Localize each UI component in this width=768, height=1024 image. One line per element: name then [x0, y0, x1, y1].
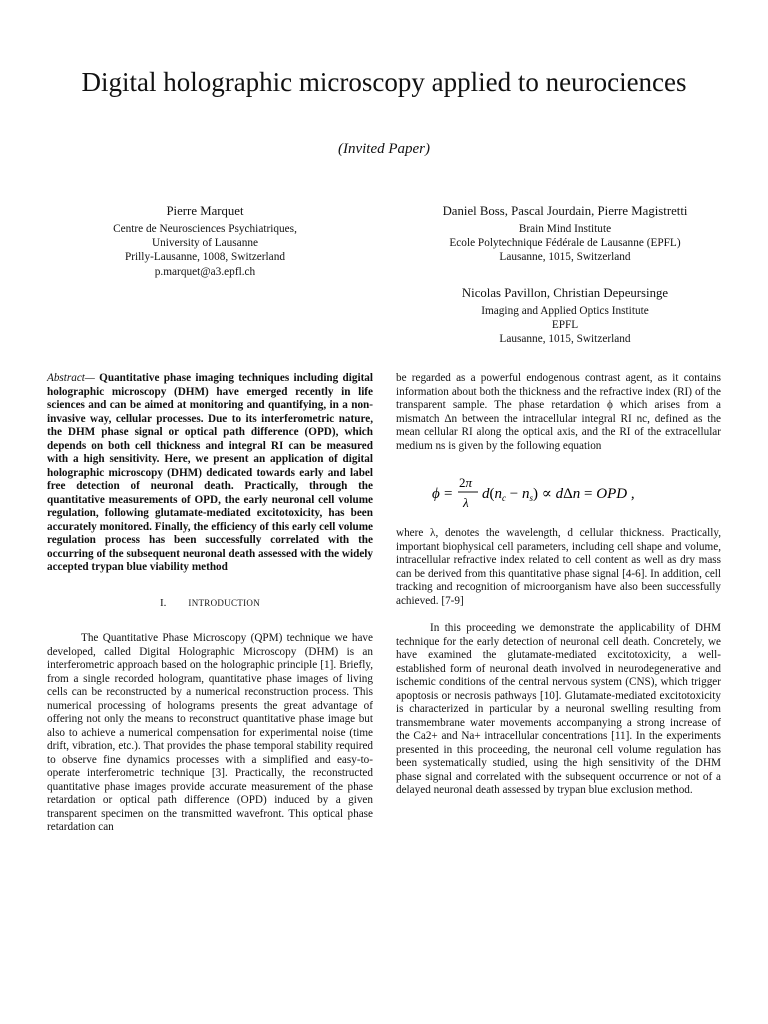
section-number: I.: [159, 596, 167, 609]
phase-equation: [396, 471, 721, 511]
right-column: [396, 372, 721, 798]
section-title: INTRODUCTION: [188, 597, 260, 608]
author-email: p.marquet@a3.epfl.ch: [154, 265, 256, 278]
svg-text:d(nc − ns) ∝ dΔn = OPD ,: $d(n_c - n_s) \propto d\Delta n$ = OPD ,: [482, 486, 635, 503]
affiliation-line: University of Lausanne: [151, 237, 259, 250]
paper-subtitle: (Invited Paper): [337, 141, 431, 157]
author-block-right-bottom: [405, 285, 725, 347]
author-block-left: [60, 203, 350, 279]
paper-title: Digital holographic microscopy applied to neurociences: [81, 67, 687, 97]
affiliation-line: EPFL: [551, 319, 579, 332]
author-name: Nicolas Pavillon, Christian Depeursinge: [461, 286, 669, 300]
author-block-right-top: [405, 203, 725, 265]
body-paragraph: In this proceeding we demonstrate the applicability of DHM technique for the early detection of neuronal cell death. Concretely, we have examined the glutamate-mediated excitotoxicity, a well-established form of neuronal death involved in neurodegenerative and ischemic conditions of the central nervous system (CNS), which trigger apoptosis or necrosis pathways [10]. Glutamate-mediated excitotoxicity is characterized in particular by a neuronal swelling resulting from transmembrane water movements accompanying a strong increase of the Ca2+ and Na+ intracellular concentrations [11]. In the experiments presented in this proceeding, the neuronal cell volume regulation has been systematically studied, using the high sensitivity of the DHM phase signal and correlated with the subsequent occurrence or not of a delayed neuronal death assessed by trypan blue exclusion method.: [396, 622, 721, 796]
affiliation-line: Lausanne, 1015, Switzerland: [499, 251, 631, 264]
author-name: Pierre Marquet: [166, 204, 244, 218]
affiliation-line: Centre de Neurosciences Psychiatriques,: [113, 223, 297, 235]
intro-paragraph: The Quantitative Phase Microscopy (QPM) technique we have developed, called Digital Holographic Microscopy (DHM) is an interferometric approach based on the holographic principle [1]. Briefly, from a single recorded hologram, quantitative phase images of living cells can be reconstructed by a numerical reconstruction process. This numerical processing of holograms presents the great advantage of offering not only the means to reconstruct quantitative phase image but also to achieve a numerical compensation for experimental noise (time drift, vibration, etc.). That provides the phase temporal stability required to observe fine dynamics processes with a simplified and easy-to-operate interferometric technique [3]. Practically, the reconstructed quantitative phase images provide accurate measurement of the phase retardation or optical path difference (OPD) induced by a given transparent specimen on the transmitted wavefront. This optical phase retardation can: [47, 632, 373, 833]
body-paragraph: be regarded as a powerful endogenous contrast agent, as it contains information about both the thickness and the refractive index (RI) of the transparent sample. The phase retardation ϕ which arises from a mismatch Δn between the intracellular integral RI nc, defined as the mean cellular RI along the optical axis, and the RI of the extracellular medium ns is given by the following equation: [396, 372, 721, 452]
abstract-text: Quantitative phase imaging techniques including digital holographic microscopy (DHM) have emerged recently in life sciences and can be aimed at monitoring and quantifying, in a non-invasive way, cellular processes. Due to its interferometric nature, the DHM phase signal or optical path difference (OPD), which depends on both cell thickness and integral RI can be measured with a high sensitivity. Here, we present an application of digital holographic microscopy (DHM) dedicated towards early and label free detection of neuronal death. Practically, through the quantitative measurements of OPD, the early neuronal cell volume regulation, following glutamate-mediated excitotoxicity, has been accurately monitored. Finally, the efficiency of this early cell volume regulation process has been successfully correlated with the occurring of the subsequent neuronal death assessed with the widely accepted trypan blue viability method: [47, 372, 373, 573]
affiliation-line: Prilly-Lausanne, 1008, Switzerland: [124, 251, 285, 264]
affiliation-line: Imaging and Applied Optics Institute: [481, 305, 649, 317]
left-column: [47, 372, 373, 835]
svg-text:2π: 2π: [459, 475, 473, 490]
svg-text:ϕ: ϕ: [432, 486, 440, 502]
svg-text:=: =: [444, 486, 453, 502]
affiliation-line: Ecole Polytechnique Fédérale de Lausanne (EPFL): [449, 237, 681, 250]
author-name: Daniel Boss, Pascal Jourdain, Pierre Magistretti: [442, 204, 688, 218]
abstract-lead: Abstract—: [47, 372, 95, 384]
body-paragraph: where λ, denotes the wavelength, d cellular thickness. Practically, important biophysical cell parameters, including cell shape and volume, intracellular refractive index related to cell content as well as dry mass can be derived from this quantitative phase signal [4-6]. In addition, cell tracking and recognition of microorganism have also been successfully achieved. [7-9]: [396, 527, 721, 607]
svg-text:λ: λ: [463, 495, 469, 510]
abstract: [47, 372, 373, 575]
equation-graphic: [430, 471, 670, 513]
section-heading-introduction: [47, 597, 373, 611]
affiliation-line: Lausanne, 1015, Switzerland: [499, 333, 631, 346]
affiliation-line: Brain Mind Institute: [518, 223, 612, 235]
